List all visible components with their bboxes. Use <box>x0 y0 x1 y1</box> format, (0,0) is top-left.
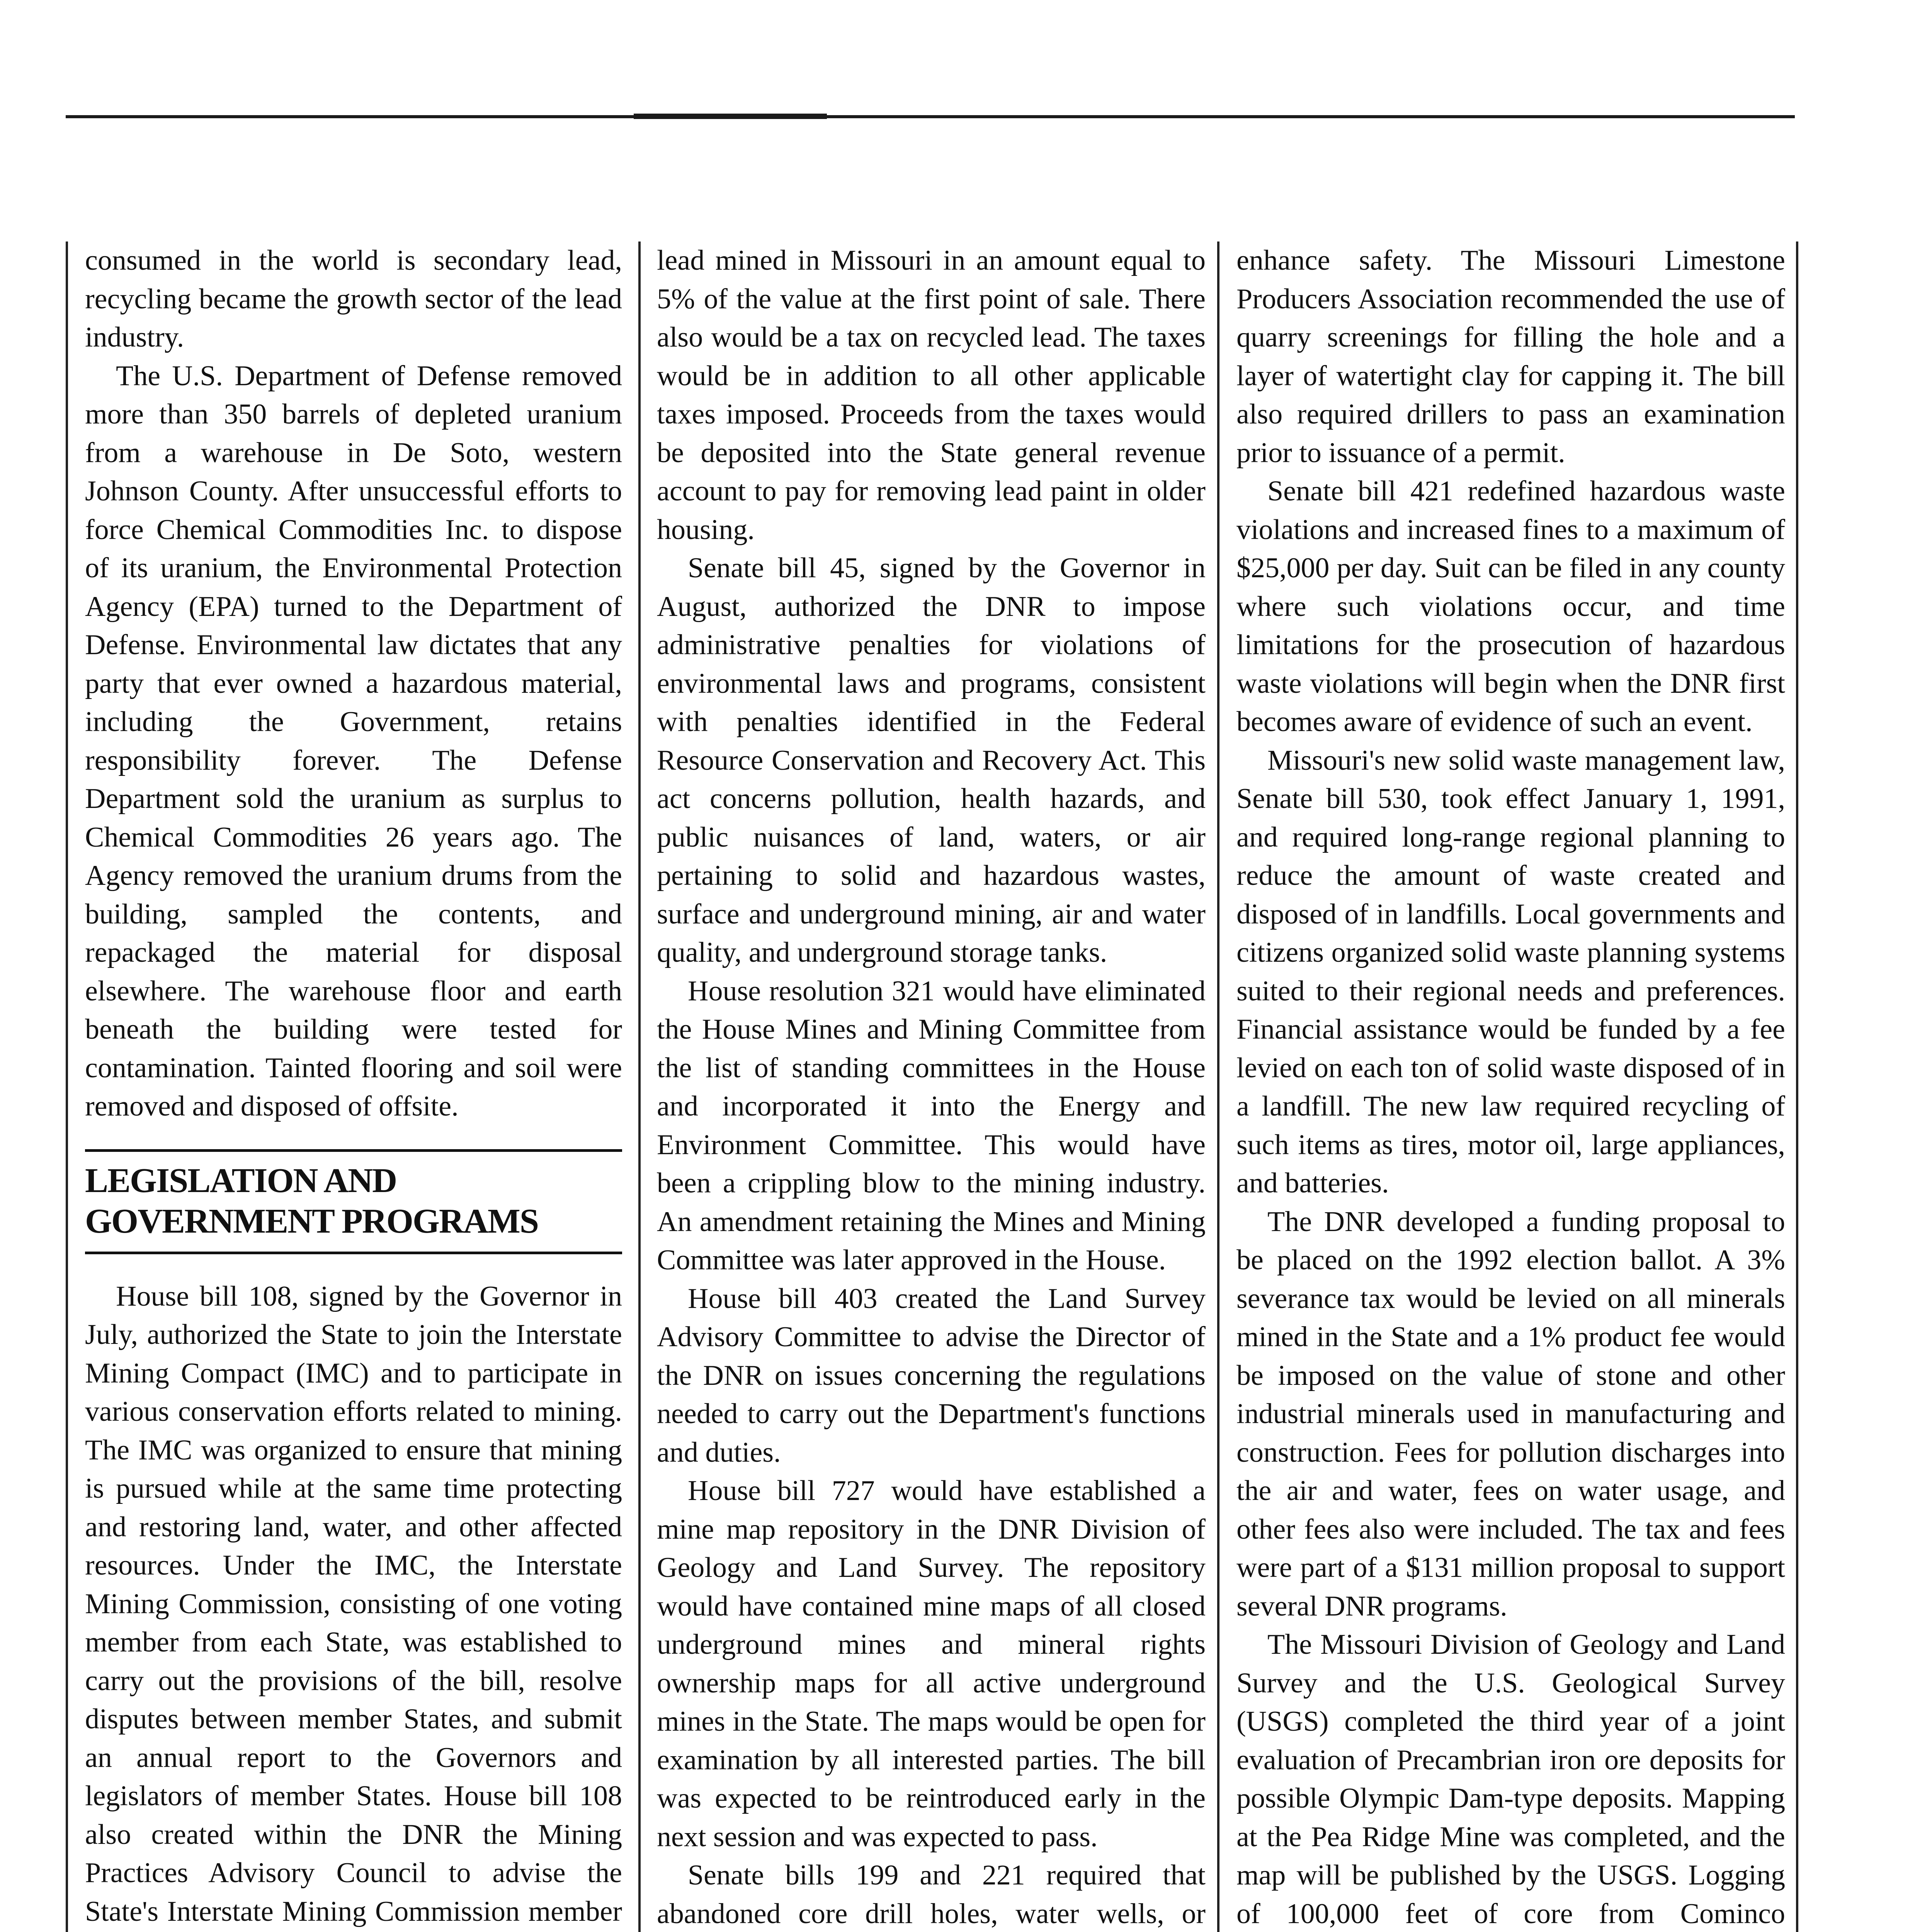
paragraph: The U.S. Department of Defense removed more than 350 barrels of depleted uranium from a warehouse in De Soto, western Johnson County. After unsuccessful efforts to force Chemical Commodities Inc. to dispose of its uranium, the Environmental Protection Agency (EPA) turned to the Department of Defense. Environmental law dictates that any party that ever owned a hazardous material, including the Government, retains responsibility forever. The Defense Department sold the uranium as surplus to Chemical Commodities 26 years ago. The Agency removed the uranium drums from the building, sampled the contents, and repackaged the material for disposal elsewhere. The warehouse floor and earth beneath the building were tested for contamination. Tainted flooring and soil were removed and disposed of offsite. <box>85 360 622 1122</box>
section-heading-line: GOVERNMENT PROGRAMS <box>85 1202 538 1240</box>
paragraph: Senate bills 199 and 221 required that abandoned core drill holes, water wells, or <box>657 1859 1206 1930</box>
section-heading <box>85 1149 622 1254</box>
paragraph: consumed in the world is secondary lead, recycling became the growth sector of the lead industry. <box>85 245 622 353</box>
paragraph: Missouri's new solid waste management law, Senate bill 530, took effect January 1, 1991, and required long-range regional planning to reduce the amount of waste created and disposed of in landfills. Local governments and citizens organized solid waste planning systems suited to their regional needs and preferences. Financial assistance would be funded by a fee levied on each ton of solid waste disposed of in a landfill. The new law required recycling of such items as tires, motor oil, large appliances, and batteries. <box>1236 744 1785 1199</box>
paragraph: lead mined in Missouri in an amount equal to 5% of the value at the first point of sale. There also would be a tax on recycled lead. The taxes would be in addition to all other applicable taxes imposed. Proceeds from the taxes would be deposited into the State general revenue account to pay for removing lead paint in older housing. <box>657 245 1206 546</box>
paragraph: House resolution 321 would have eliminated the House Mines and Mining Committee from the list of standing committees in the House and incorporated it into the Energy and Environment Committee. This would have been a crippling blow to the mining industry. An amendment retaining the Mines and Mining Committee was later approved in the House. <box>657 975 1206 1276</box>
text-column-1 <box>85 242 622 1932</box>
section-heading-line: LEGISLATION AND <box>85 1161 397 1200</box>
text-column-2 <box>657 242 1206 1932</box>
paragraph: enhance safety. The Missouri Limestone Producers Association recommended the use of quarry screenings for filling the hole and a layer of watertight clay for capping it. The bill also required drillers to pass an examination prior to issuance of a permit. <box>1236 245 1785 469</box>
header-rule-accent <box>634 114 827 119</box>
paragraph: The Missouri Division of Geology and Land Survey and the U.S. Geological Survey (USGS) completed the third year of a joint evaluation of Precambrian iron ore deposits for possible Olympic Dam-type deposits. Mapping at the Pea Ridge Mine was completed, and the map will be published by the USGS. Logging of 100,000 feet of core from Cominco <box>1236 1629 1785 1930</box>
header-rule <box>66 115 1795 118</box>
column-rule-left <box>66 242 68 1932</box>
column-rule-2-3 <box>1217 242 1219 1932</box>
paragraph: Senate bill 45, signed by the Governor in August, authorized the DNR to impose administrative penalties for violations of environmental laws and programs, consistent with penalties identified in the Federal Resource Conservation and Recovery Act. This act concerns pollution, health hazards, and public nuisances of land, waters, or air pertaining to solid and hazardous wastes, surface and underground mining, air and water quality, and underground storage tanks. <box>657 552 1206 968</box>
paragraph: House bill 108, signed by the Governor in July, authorized the State to join the Interstate Mining Compact (IMC) and to participate in various conservation efforts related to mining. The IMC was organized to ensure that mining is pursued while at the same time protecting and restoring land, water, and other affected resources. Under the IMC, the Interstate Mining Commission, consisting of one voting member from each State, was established to carry out the provisions of the bill, resolve disputes between member States, and submit an annual report to the Governors and legislators of member States. House bill 108 also created within the DNR the Mining Practices Advisory Council to advise the State's Interstate Mining Commission member <box>85 1280 622 1927</box>
column-rule-1-2 <box>638 242 641 1932</box>
paragraph: House bill 727 would have established a mine map repository in the DNR Division of Geology and Land Survey. The repository would have contained mine maps of all closed underground mines and mineral rights ownership maps for all active underground mines in the State. The maps would be open for examination by all interested parties. The bill was expected to be reintroduced early in the next session and was expected to pass. <box>657 1475 1206 1853</box>
paragraph: The DNR developed a funding proposal to be placed on the 1992 election ballot. A 3% severance tax would be levied on all minerals mined in the State and a 1% product fee would be imposed on the value of stone and other industrial minerals used in manufacturing and construction. Fees for pollution discharges into the air and water, fees on water usage, and other fees also were included. The tax and fees were part of a $131 million proposal to support several DNR programs. <box>1236 1206 1785 1622</box>
column-rule-right <box>1796 242 1798 1932</box>
text-column-3 <box>1236 242 1785 1932</box>
paragraph: House bill 403 created the Land Survey Advisory Committee to advise the Director of the DNR on issues concerning the regulations needed to carry out the Department's functions and duties. <box>657 1282 1206 1468</box>
paragraph: Senate bill 421 redefined hazardous waste violations and increased fines to a maximum of $25,000 per day. Suit can be filed in any county where such violations occur, and time limitations for the prosecution of hazardous waste violations will begin when the DNR first becomes aware of evidence of such an event. <box>1236 475 1785 738</box>
